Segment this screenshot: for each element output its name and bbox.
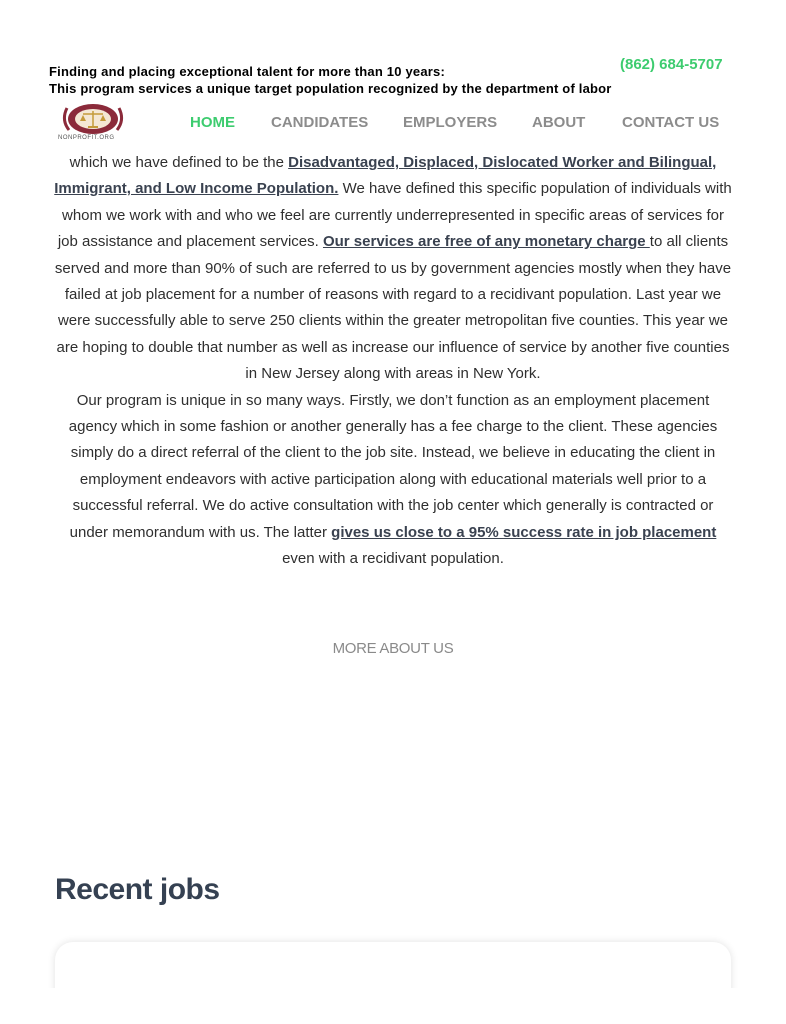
scales-laurel-icon [55,102,141,138]
free-services-link[interactable]: Our services are free of any monetary charge [322,233,650,251]
about-paragraph-1: which we have defined to be the Disadvantaged, Displaced, Dislocated Worker and Bilingual, Immigrant, and Low Income Population. We have defined this specific population of individuals with whom we work with and who we feel are currently underrepresented in specific areas of services for job assistance and placement services. Our services are free of any monetary charge to all clients served and more than 90% of such are referred to us by government agencies mostly when they have failed at job placement for a number of reasons with regard to a recidivant population. Last year we were successfully able to serve 250 clients within the greater metropolitan five counties. This year we are hoping to double that number as well as increase our influence of service by another five counties in New Jersey along with areas in New York. [54,154,732,383]
about-paragraph-2: Our program is unique in so many ways. Firstly, we don’t function as an employment placement agency which in some fashion or another generally has a fee charge to the client. These agencies simply do a direct referral of the client to the job site. Instead, we believe in educating the client in employment endeavors with active participation along with educational materials well prior to a successful referral. We do active consultation with the job center which generally is contracted or under memorandum with us. The latter gives us close to a 95% success rate in job placement even with a recidivant population. [68,391,718,568]
about-body [52,150,734,573]
nav-employers[interactable]: EMPLOYERS [403,114,498,131]
nav-about[interactable]: ABOUT [532,114,586,131]
tagline-line-2: This program services a unique target population recognized by the department of labor [49,81,612,96]
recent-jobs-heading: Recent jobs [55,873,220,906]
nav-contact-us[interactable]: CONTACT US [622,114,720,131]
success-rate-link[interactable]: gives us close to a 95% success rate in job placement [331,523,717,541]
phone-number-link[interactable]: (862) 684-5707 [620,56,723,73]
more-about-us-link[interactable]: MORE ABOUT US [332,640,454,657]
nav-candidates[interactable]: CANDIDATES [271,114,369,131]
header-tagline [49,63,689,97]
target-population-link[interactable]: Disadvantaged, Displaced, Dislocated Worker and Bilingual, Immigrant, and Low Income Population. [54,154,717,198]
page-cutoff [0,988,786,1024]
logo[interactable] [55,102,141,144]
nav-home[interactable]: HOME [190,114,235,131]
tagline-line-1: Finding and placing exceptional talent for more than 10 years: [49,64,445,79]
logo-text: NONPROFIT.ORG [58,135,115,141]
